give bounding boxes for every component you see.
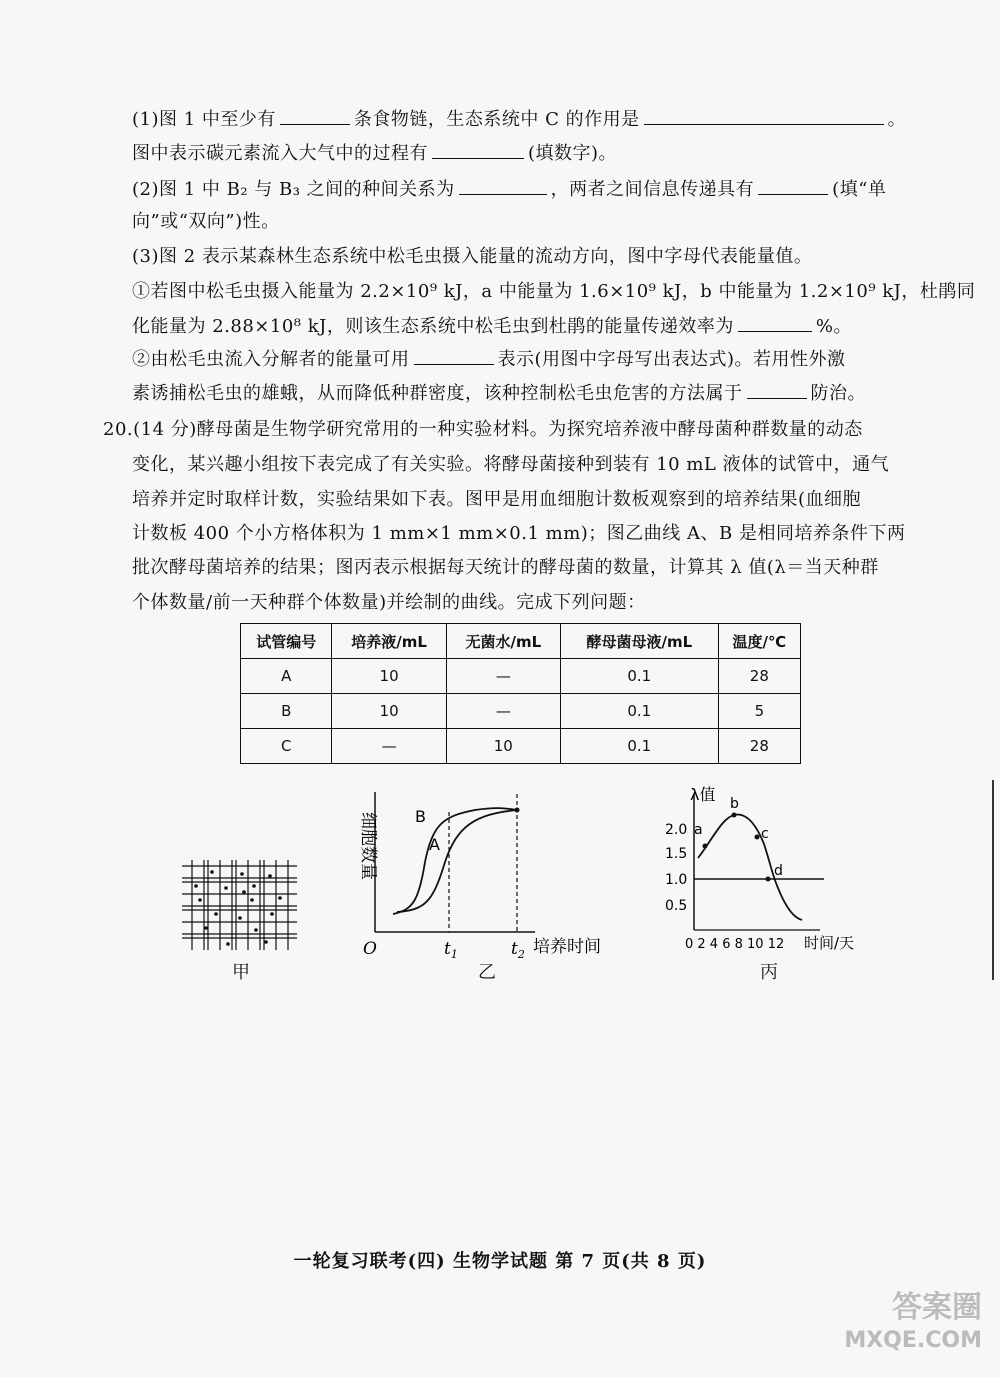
table-cell: A [241,659,332,694]
table-header: 酵母菌母液/mL [560,624,718,659]
text: 化能量为 2.88×10⁸ kJ，则该生态系统中松毛虫到杜鹃的能量传递效率为 [132,316,734,337]
x-axis-label: 培养时间 [533,937,601,957]
table-cell: 28 [718,659,800,694]
q19-part3-1-line2 [132,313,852,340]
table-cell: — [446,659,560,694]
growth-curve-figure [345,782,615,962]
t1-letter: t [444,939,451,959]
table-cell: 0.1 [560,659,718,694]
q19-part3-1-line1: ①若图中松毛虫摄入能量为 2.2×10⁹ kJ，a 中能量为 1.6×10⁹ kJ，b 中能量为 1.2×10⁹ kJ，杜鹃同 [132,281,976,302]
table-header: 培养液/mL [332,624,446,659]
q19-part1-line2 [132,140,617,167]
t1-label [444,939,458,961]
table-cell: 10 [446,729,560,764]
table-cell: B [241,694,332,729]
text: 图中表示碳元素流入大气中的过程有 [132,143,428,164]
curve-b [393,808,517,914]
experiment-table [240,623,801,764]
t2-label [511,939,525,961]
text: (1)图 1 中至少有 [132,109,276,130]
q19-part1-line1 [132,106,906,133]
table-header-row [241,624,801,659]
watermark-logo [832,1290,982,1362]
t2-subscript: 2 [517,948,525,961]
y-tick: 1.5 [665,846,688,862]
point-c-label: c [761,826,769,842]
watermark-title: 答案圈 [892,1290,982,1325]
answer-blank[interactable] [758,176,828,195]
text: (填数字)。 [528,143,618,164]
y-tick: 0.5 [665,898,688,914]
curve-b-label: B [415,807,426,826]
table-row [241,729,801,764]
table-cell: C [241,729,332,764]
text: (填“单 [832,179,887,200]
point-a [703,844,708,849]
watermark-url: MXQE.COM [844,1328,982,1353]
q20-line3: 培养并定时取样计数，实验结果如下表。图甲是用血细胞计数板观察到的培养结果(血细胞 [132,489,862,510]
q20-line1: 20.(14 分)酵母菌是生物学研究常用的一种实验材料。为探究培养液中酵母菌种群数量的动态 [103,419,863,440]
y-axis-label: 细胞数量 [358,812,378,880]
q19-part2-line2: 向”或“双向”)性。 [132,211,280,232]
hemocytometer-grid-figure [182,852,302,952]
table-header: 试管编号 [241,624,332,659]
lambda-curve [698,815,802,920]
table-cell: — [446,694,560,729]
table-header: 温度/℃ [718,624,800,659]
table-cell: 10 [332,694,446,729]
y-tick: 2.0 [665,822,688,838]
meeting-point [515,808,520,813]
t1-subscript: 1 [450,948,458,961]
answer-blank[interactable] [414,346,494,365]
answer-blank[interactable] [644,106,884,125]
table-row [241,659,801,694]
point-b-label: b [730,796,739,812]
origin-label: O [363,939,377,959]
curve-a-label: A [429,835,440,854]
figure-yi-caption: 乙 [478,962,496,983]
point-d [766,877,771,882]
text: ，两者之间信息传递具有 [550,179,755,200]
answer-blank[interactable] [738,313,812,332]
x-axis-label: 时间/天 [804,934,855,952]
page-footer: 一轮复习联考(四) 生物学试题 第 7 页(共 8 页) [293,1251,707,1272]
table-cell: 0.1 [560,694,718,729]
y-axis-label: λ值 [690,785,716,804]
answer-blank[interactable] [747,380,807,399]
point-b [732,813,737,818]
table-cell: — [332,729,446,764]
table-cell: 28 [718,729,800,764]
q19-part3-2-line2 [132,380,866,407]
x-ticks: 0 2 4 6 8 10 12 [685,937,785,952]
q20-line5: 批次酵母菌培养的结果；图丙表示根据每天统计的酵母菌的数量，计算其 λ 值(λ＝当天种群 [132,557,879,578]
table-cell: 0.1 [560,729,718,764]
figure-jia-caption: 甲 [232,962,250,983]
q19-part3-2-line1 [132,346,846,373]
point-a-label: a [694,822,703,838]
answer-blank[interactable] [432,140,524,159]
table-row [241,694,801,729]
y-tick: 1.0 [665,872,688,888]
text: 表示(用图中字母写出表达式)。若用性外激 [497,349,846,370]
q20-line2: 变化，某兴趣小组按下表完成了有关实验。将酵母菌接种到装有 10 mL 液体的试管中，通气 [132,454,890,475]
text: (2)图 1 中 B₂ 与 B₃ 之间的种间关系为 [132,179,455,200]
table-header: 无菌水/mL [446,624,560,659]
text: 防治。 [810,383,866,404]
scan-edge [992,780,994,980]
text: ②由松毛虫流入分解者的能量可用 [132,349,410,370]
text: 条食物链，生态系统中 C 的作用是 [353,109,640,130]
t2-letter: t [511,939,518,959]
q20-line4: 计数板 400 个小方格体积为 1 mm×1 mm×0.1 mm)；图乙曲线 A、B 是相同培养条件下两 [132,523,906,544]
q19-part2-line1 [132,176,886,203]
text: 。 [887,109,907,130]
q19-part3: (3)图 2 表示某森林生态系统中松毛虫摄入能量的流动方向，图中字母代表能量值。 [132,246,813,267]
point-d-label: d [774,863,783,879]
table-cell: 5 [718,694,800,729]
text: %。 [815,316,852,337]
table-cell: 10 [332,659,446,694]
q20-line6: 个体数量/前一天种群个体数量)并绘制的曲线。完成下列问题： [132,592,646,613]
answer-blank[interactable] [280,106,350,125]
figure-bing-caption: 丙 [760,962,778,983]
point-c [755,835,760,840]
answer-blank[interactable] [459,176,547,195]
lambda-curve-figure [660,782,870,957]
text: 素诱捕松毛虫的雄蛾，从而降低种群密度，该种控制松毛虫危害的方法属于 [132,383,743,404]
